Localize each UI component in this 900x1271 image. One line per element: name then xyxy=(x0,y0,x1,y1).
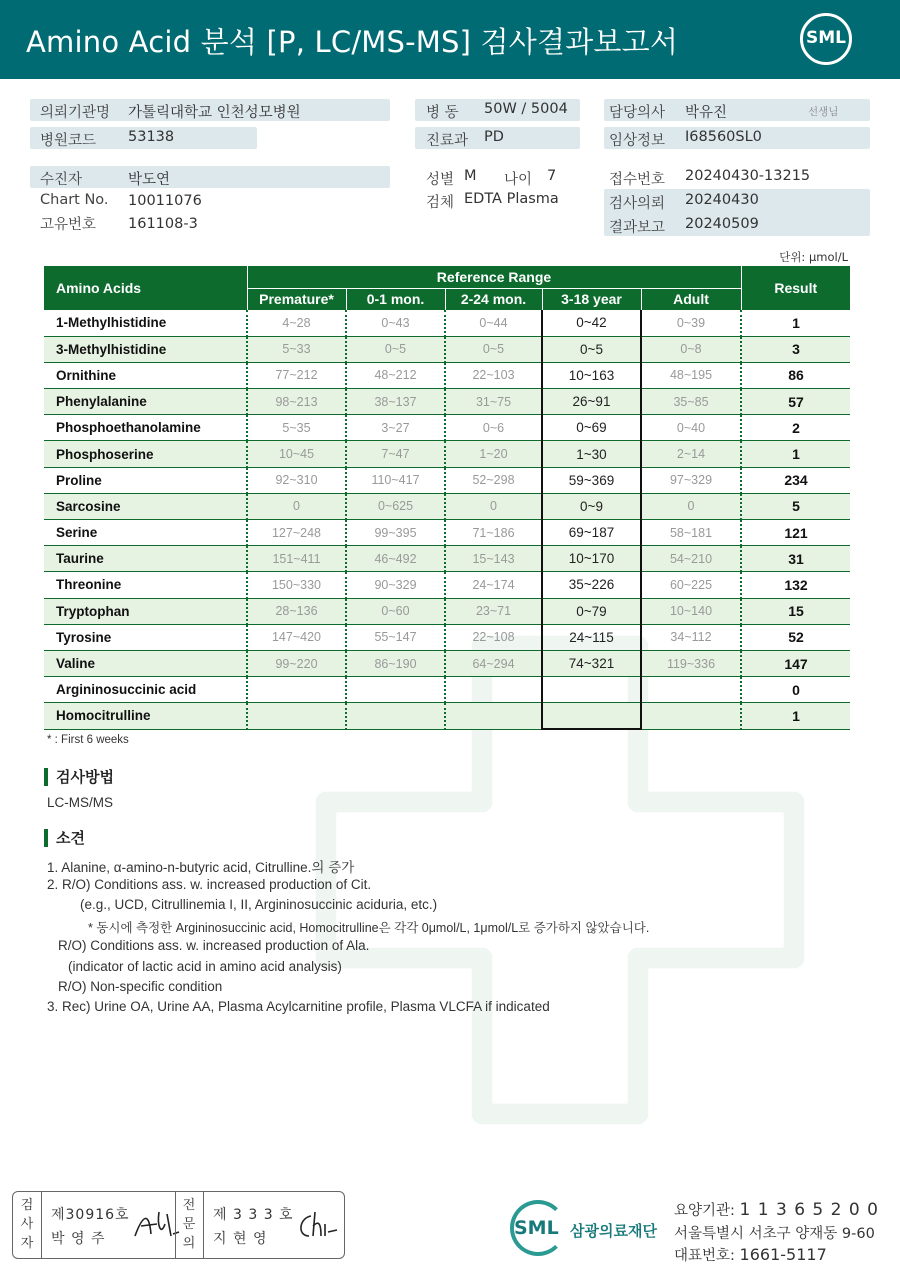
reference-range-m01: 90~329 xyxy=(346,572,445,598)
reference-range-adult: 35~85 xyxy=(641,389,741,415)
unique-label: 고유번호 xyxy=(40,217,97,233)
chart-label: Chart No. xyxy=(40,192,109,208)
reference-range-y318: 24~115 xyxy=(542,624,641,650)
reference-range-y318: 35~226 xyxy=(542,572,641,598)
institution-code xyxy=(674,1199,879,1220)
footnote: * : First 6 weeks xyxy=(47,734,129,746)
reference-range-pre: 150~330 xyxy=(247,572,346,598)
phone-label: 대표번호: xyxy=(674,1248,735,1264)
reference-range-pre: 0 xyxy=(247,493,346,519)
doctor-value: 박유진 xyxy=(685,105,728,121)
reference-range-m01: 0~5 xyxy=(346,336,445,362)
comment-line-1: 1. Alanine, α-amino-n-butyric acid, Citrulline.의 증가 xyxy=(47,860,355,875)
page-header xyxy=(0,0,900,79)
reference-range-m224: 64~294 xyxy=(445,650,542,676)
report-label: 결과보고 xyxy=(609,220,666,236)
amino-acid-name: Proline xyxy=(44,467,247,493)
ward-label: 병 동 xyxy=(426,105,459,121)
reference-range-y318 xyxy=(542,703,641,729)
comment-line-2: 2. R/O) Conditions ass. w. increased production of Cit. xyxy=(47,877,372,892)
reference-range-y318: 0~5 xyxy=(542,336,641,362)
ward-value: 50W / 5004 xyxy=(484,101,568,117)
reference-range-y318: 0~79 xyxy=(542,598,641,624)
reference-range-adult: 97~329 xyxy=(641,467,741,493)
col-3-18-year: 3-18 year xyxy=(542,288,641,310)
reference-range-m01: 48~212 xyxy=(346,362,445,388)
result-value: 147 xyxy=(741,650,850,676)
amino-acid-name: Homocitrulline xyxy=(44,703,247,729)
reference-range-m01: 7~47 xyxy=(346,441,445,467)
institution-code-value: 1 1 3 6 5 2 0 0 xyxy=(739,1200,879,1220)
signature-label-examiner xyxy=(15,1196,39,1253)
sml-logo-text: SML xyxy=(806,28,846,48)
reference-range-m01 xyxy=(346,677,445,703)
reference-range-m01: 86~190 xyxy=(346,650,445,676)
reference-range-m224: 22~108 xyxy=(445,624,542,650)
age-label: 나이 xyxy=(504,172,533,188)
sml-logo xyxy=(800,13,852,65)
table-row xyxy=(44,572,850,598)
comment-line-6: (indicator of lactic acid in amino acid analysis) xyxy=(68,959,342,974)
reference-range-pre: 4~28 xyxy=(247,310,346,336)
reference-range-m224 xyxy=(445,677,542,703)
amino-acid-name: 1-Methylhistidine xyxy=(44,310,247,336)
col-0-1-month: 0-1 mon. xyxy=(346,288,445,310)
amino-acid-name: Tyrosine xyxy=(44,624,247,650)
result-value: 5 xyxy=(741,493,850,519)
sml-foundation-name: 삼광의료재단 xyxy=(570,1222,657,1240)
reference-range-m224: 0~5 xyxy=(445,336,542,362)
col-reference-range: Reference Range xyxy=(247,266,741,288)
table-row xyxy=(44,389,850,415)
institution-label: 의뢰기관명 xyxy=(40,105,111,121)
result-value: 86 xyxy=(741,362,850,388)
table-row xyxy=(44,362,850,388)
reference-range-m224: 1~20 xyxy=(445,441,542,467)
amino-acid-name: Threonine xyxy=(44,572,247,598)
col-adult: Adult xyxy=(641,288,741,310)
reference-range-adult: 58~181 xyxy=(641,520,741,546)
reference-range-m01: 110~417 xyxy=(346,467,445,493)
comment-line-7: R/O) Non-specific condition xyxy=(58,979,223,994)
amino-acid-name: Ornithine xyxy=(44,362,247,388)
reference-range-y318: 69~187 xyxy=(542,520,641,546)
reference-range-y318: 10~170 xyxy=(542,546,641,572)
reference-range-adult: 34~112 xyxy=(641,624,741,650)
examinee-value: 박도연 xyxy=(128,172,171,188)
clinical-value: I68560SL0 xyxy=(685,129,762,145)
dept-value: PD xyxy=(484,129,504,145)
amino-acid-name: Phosphoethanolamine xyxy=(44,415,247,441)
reference-range-y318: 0~9 xyxy=(542,493,641,519)
examinee-bar xyxy=(30,166,390,188)
reference-range-y318: 74~321 xyxy=(542,650,641,676)
reference-range-pre: 99~220 xyxy=(247,650,346,676)
result-value: 1 xyxy=(741,703,850,729)
institution-value: 가톨릭대학교 인천성모병원 xyxy=(128,105,301,121)
reference-range-m224: 52~298 xyxy=(445,467,542,493)
comment-line-8: 3. Rec) Urine OA, Urine AA, Plasma Acylcarnitine profile, Plasma VLCFA if indicated xyxy=(47,999,550,1014)
result-value: 52 xyxy=(741,624,850,650)
sex-value: M xyxy=(464,168,477,184)
amino-acid-name: Tryptophan xyxy=(44,598,247,624)
reference-range-y318: 59~369 xyxy=(542,467,641,493)
reference-range-adult: 0~39 xyxy=(641,310,741,336)
col-premature: Premature* xyxy=(247,288,346,310)
result-value: 2 xyxy=(741,415,850,441)
reference-range-m224: 22~103 xyxy=(445,362,542,388)
amino-acid-name: Sarcosine xyxy=(44,493,247,519)
amino-acid-name: Valine xyxy=(44,650,247,676)
reference-range-adult: 10~140 xyxy=(641,598,741,624)
comment-line-4: * 동시에 측정한 Argininosuccinic acid, Homocitrulline은 각각 0μmol/L, 1μmol/L로 증가하지 않았습니다. xyxy=(88,921,650,935)
method-heading: 검사방법 xyxy=(44,768,114,786)
reference-range-y318: 0~42 xyxy=(542,310,641,336)
signature-box xyxy=(12,1191,345,1259)
request-value: 20240430 xyxy=(685,192,759,208)
reference-range-m01: 46~492 xyxy=(346,546,445,572)
table-row xyxy=(44,467,850,493)
report-value: 20240509 xyxy=(685,216,759,232)
reference-range-y318: 1~30 xyxy=(542,441,641,467)
clinical-label: 임상정보 xyxy=(609,133,666,149)
reference-range-m224: 0 xyxy=(445,493,542,519)
reference-range-m224 xyxy=(445,703,542,729)
specimen-value: EDTA Plasma xyxy=(464,191,559,207)
reference-range-adult xyxy=(641,703,741,729)
result-value: 57 xyxy=(741,389,850,415)
reference-range-m01: 0~625 xyxy=(346,493,445,519)
reference-range-m224: 23~71 xyxy=(445,598,542,624)
sex-label: 성별 xyxy=(426,172,455,188)
comment-line-3: (e.g., UCD, Citrullinemia I, II, Argininosuccinic aciduria, etc.) xyxy=(80,897,438,912)
unit-label: 단위: μmol/L xyxy=(779,250,848,264)
result-value: 121 xyxy=(741,520,850,546)
reference-range-pre: 98~213 xyxy=(247,389,346,415)
table-row xyxy=(44,415,850,441)
table-row xyxy=(44,598,850,624)
reference-range-pre: 127~248 xyxy=(247,520,346,546)
reference-range-m224: 15~143 xyxy=(445,546,542,572)
age-value: 7 xyxy=(547,168,557,184)
result-value: 1 xyxy=(741,310,850,336)
sml-foundation-logo xyxy=(510,1200,660,1256)
table-row xyxy=(44,441,850,467)
amino-acid-name: Serine xyxy=(44,520,247,546)
table-row xyxy=(44,677,850,703)
reference-range-adult: 0 xyxy=(641,493,741,519)
signature-divider xyxy=(203,1192,204,1258)
table-row xyxy=(44,310,850,336)
method-text: LC-MS/MS xyxy=(47,795,114,810)
result-value: 1 xyxy=(741,441,850,467)
amino-acid-name: Argininosuccinic acid xyxy=(44,677,247,703)
reference-range-pre: 28~136 xyxy=(247,598,346,624)
footer-phone xyxy=(674,1244,827,1265)
result-value: 132 xyxy=(741,572,850,598)
comment-heading: 소견 xyxy=(44,829,85,847)
reference-range-m01: 99~395 xyxy=(346,520,445,546)
table-row xyxy=(44,650,850,676)
examiner-label-text: 검사자 xyxy=(20,1198,34,1251)
reference-range-adult: 54~210 xyxy=(641,546,741,572)
amino-acid-name: Phenylalanine xyxy=(44,389,247,415)
reference-range-pre: 92~310 xyxy=(247,467,346,493)
result-value: 31 xyxy=(741,546,850,572)
reference-range-m224: 31~75 xyxy=(445,389,542,415)
reference-range-adult xyxy=(641,677,741,703)
reference-range-y318 xyxy=(542,677,641,703)
receipt-label: 접수번호 xyxy=(609,172,666,188)
amino-acid-name: 3-Methylhistidine xyxy=(44,336,247,362)
request-label: 검사의뢰 xyxy=(609,196,666,212)
table-row xyxy=(44,336,850,362)
amino-acid-table xyxy=(44,266,850,730)
table-row xyxy=(44,703,850,729)
reference-range-m01: 3~27 xyxy=(346,415,445,441)
dept-label: 진료과 xyxy=(426,133,469,149)
signature-divider xyxy=(175,1192,176,1258)
amino-acid-name: Phosphoserine xyxy=(44,441,247,467)
amino-acid-name: Taurine xyxy=(44,546,247,572)
hospital-code-label: 병원코드 xyxy=(40,133,97,149)
phone-value: 1661-5117 xyxy=(739,1245,827,1264)
reference-range-adult: 119~336 xyxy=(641,650,741,676)
reference-range-m01 xyxy=(346,703,445,729)
reference-range-pre: 77~212 xyxy=(247,362,346,388)
specimen-label: 검체 xyxy=(426,195,455,211)
reference-range-y318: 10~163 xyxy=(542,362,641,388)
table-row xyxy=(44,520,850,546)
chart-value: 10011076 xyxy=(128,193,202,209)
reference-range-m224: 24~174 xyxy=(445,572,542,598)
specialist-name: 지 현 영 xyxy=(213,1231,268,1247)
signature-divider xyxy=(41,1192,42,1258)
specialist-license: 제 3 3 3 호 xyxy=(213,1207,294,1223)
reference-range-pre xyxy=(247,677,346,703)
result-value: 3 xyxy=(741,336,850,362)
hospital-code-value: 53138 xyxy=(128,129,175,145)
reference-range-m224: 71~186 xyxy=(445,520,542,546)
examiner-name: 박 영 주 xyxy=(51,1231,106,1247)
examiner-license: 제30916호 xyxy=(51,1207,130,1223)
reference-range-pre: 5~35 xyxy=(247,415,346,441)
reference-range-adult: 0~8 xyxy=(641,336,741,362)
result-value: 234 xyxy=(741,467,850,493)
table-row xyxy=(44,624,850,650)
doctor-label: 담당의사 xyxy=(609,105,666,121)
col-amino-acids: Amino Acids xyxy=(44,266,247,310)
doctor-suffix: 선생님 xyxy=(808,106,839,118)
sml-footer-logo-text: SML xyxy=(514,1217,559,1239)
specialist-signature-icon xyxy=(295,1208,341,1244)
examiner-signature-icon xyxy=(131,1206,181,1246)
reference-range-m01: 0~43 xyxy=(346,310,445,336)
result-value: 15 xyxy=(741,598,850,624)
reference-range-m01: 55~147 xyxy=(346,624,445,650)
reference-range-m01: 38~137 xyxy=(346,389,445,415)
report-title: Amino Acid 분석 [P, LC/MS-MS] 검사결과보고서 xyxy=(26,25,679,59)
result-value: 0 xyxy=(741,677,850,703)
signature-label-specialist xyxy=(177,1196,201,1253)
receipt-value: 20240430-13215 xyxy=(685,168,811,184)
reference-range-adult: 48~195 xyxy=(641,362,741,388)
reference-range-pre: 151~411 xyxy=(247,546,346,572)
examinee-label: 수진자 xyxy=(40,172,83,188)
reference-range-y318: 26~91 xyxy=(542,389,641,415)
reference-range-adult: 2~14 xyxy=(641,441,741,467)
reference-range-pre: 147~420 xyxy=(247,624,346,650)
reference-range-y318: 0~69 xyxy=(542,415,641,441)
amino-acid-rows xyxy=(44,310,850,729)
reference-range-pre: 10~45 xyxy=(247,441,346,467)
col-result: Result xyxy=(741,266,850,310)
reference-range-pre: 5~33 xyxy=(247,336,346,362)
col-2-24-month: 2-24 mon. xyxy=(445,288,542,310)
table-row xyxy=(44,546,850,572)
comment-line-5: R/O) Conditions ass. w. increased production of Ala. xyxy=(58,938,370,953)
reference-range-adult: 60~225 xyxy=(641,572,741,598)
footer-address: 서울특별시 서초구 양재동 9-60 xyxy=(674,1226,875,1242)
reference-range-m224: 0~44 xyxy=(445,310,542,336)
reference-range-adult: 0~40 xyxy=(641,415,741,441)
reference-range-m01: 0~60 xyxy=(346,598,445,624)
reference-range-pre xyxy=(247,703,346,729)
institution-code-label: 요양기관: xyxy=(674,1203,735,1219)
specialist-label-text: 전문의 xyxy=(182,1198,196,1251)
unique-value: 161108-3 xyxy=(128,216,198,232)
reference-range-m224: 0~6 xyxy=(445,415,542,441)
table-row xyxy=(44,493,850,519)
